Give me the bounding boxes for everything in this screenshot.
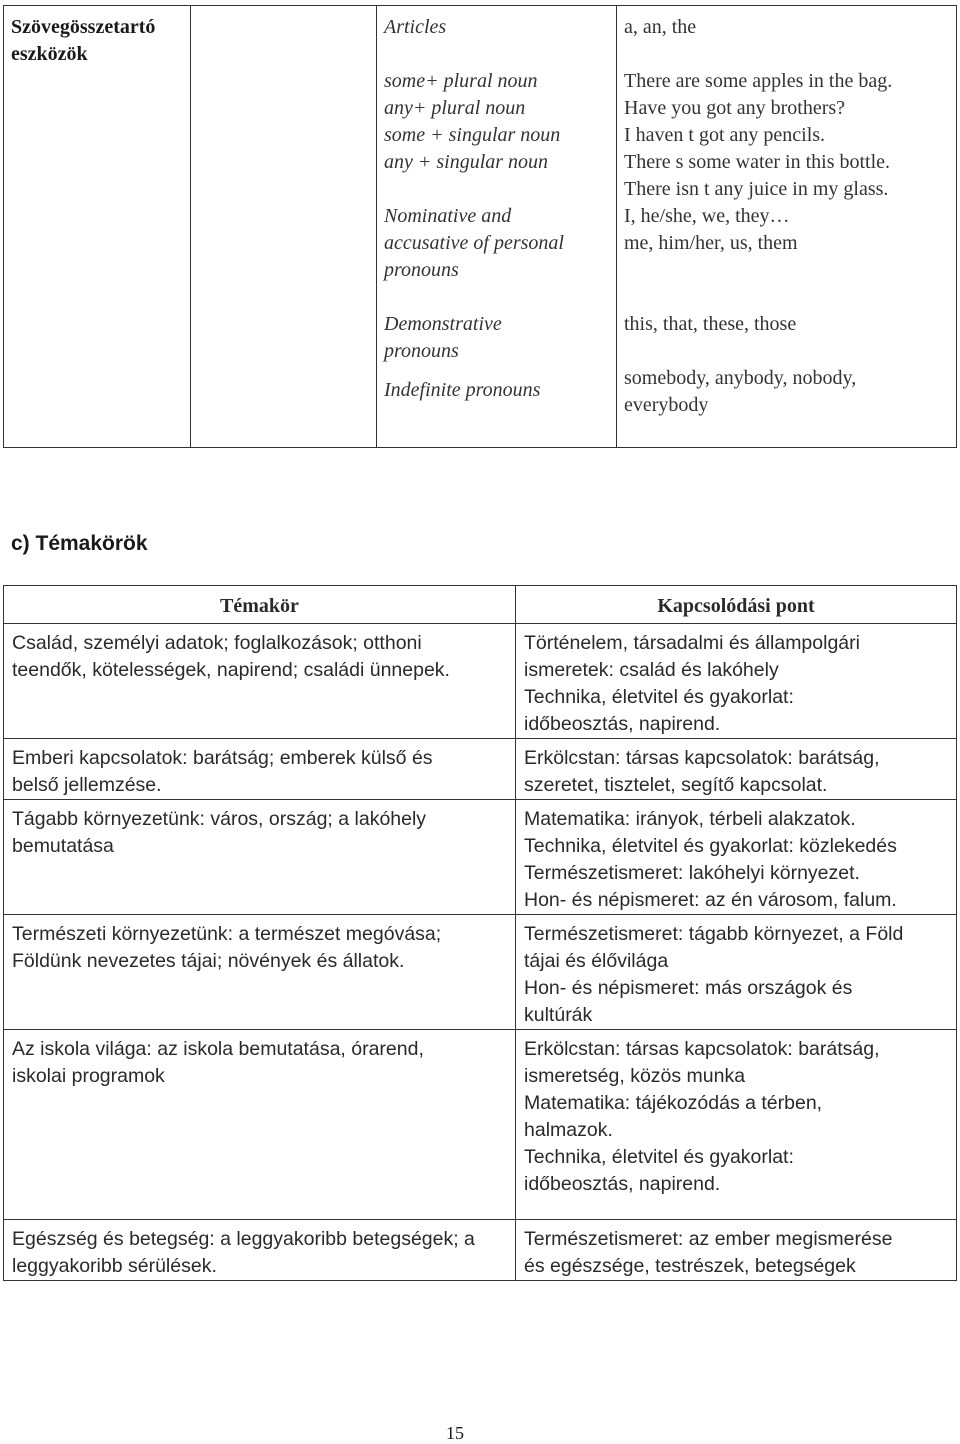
link-line: Technika, életvitel és gyakorlat: — [524, 686, 794, 708]
table-row — [4, 1220, 957, 1281]
term-demonstrative: Demonstrative — [384, 313, 502, 335]
link-line: és egészsége, testrészek, betegségek — [524, 1255, 856, 1277]
example-quantifier: There are some apples in the bag. — [624, 70, 893, 92]
link-line: Hon- és népismeret: az én városom, falum. — [524, 889, 897, 911]
empty-cell — [191, 6, 377, 448]
topic-cell — [4, 915, 516, 1030]
link-line: Matematika: irányok, térbeli alakzatok. — [524, 808, 856, 830]
link-line: ismeretek: család és lakóhely — [524, 659, 779, 681]
page-number: 15 — [446, 1423, 464, 1443]
column-header-links: Kapcsolódási pont — [516, 586, 957, 624]
link-line: kultúrák — [524, 1004, 593, 1026]
table-row — [4, 1030, 957, 1220]
topic-cell — [4, 1030, 516, 1220]
example-quantifier: There isn t any juice in my glass. — [624, 178, 889, 200]
table-row — [4, 624, 957, 739]
example-quantifier: I haven t got any pencils. — [624, 124, 826, 146]
table-row — [4, 800, 957, 915]
section-heading: c) Témakörök — [11, 532, 148, 555]
links-cell — [516, 800, 957, 915]
term-personal-pronouns: pronouns — [384, 259, 459, 281]
term-personal-pronouns: Nominative and — [384, 205, 512, 227]
topic-line: Tágabb környezetünk: város, ország; a lakóhely — [12, 808, 427, 830]
topic-line: leggyakoribb sérülések. — [12, 1255, 217, 1277]
example-indefinite: somebody, anybody, nobody, — [624, 367, 857, 389]
topic-line: Család, személyi adatok; foglalkozások; otthoni — [12, 632, 422, 654]
term-indefinite: Indefinite pronouns — [384, 379, 541, 401]
term-quantifier: some+ plural noun — [384, 70, 538, 92]
link-line: Természetismeret: az ember megismerése — [524, 1228, 893, 1250]
topic-line: Földünk nevezetes tájai; növények és állatok. — [12, 950, 405, 972]
topic-cell — [4, 1220, 516, 1281]
topic-line: iskolai programok — [12, 1065, 165, 1087]
section-label-line: Szövegösszetartó — [11, 16, 156, 38]
term-quantifier: any+ plural noun — [384, 97, 526, 119]
grammar-terms-cell — [377, 6, 617, 448]
topic-cell — [4, 739, 516, 800]
links-cell — [516, 1220, 957, 1281]
example-quantifier: Have you got any brothers? — [624, 97, 846, 119]
topic-line: Az iskola világa: az iskola bemutatása, órarend, — [12, 1038, 424, 1060]
example-personal-pronouns: me, him/her, us, them — [624, 232, 798, 254]
link-line: Erkölcstan: társas kapcsolatok: barátság, — [524, 747, 880, 769]
table-row — [4, 739, 957, 800]
link-line: Történelem, társadalmi és állampolgári — [524, 632, 860, 654]
link-line: Erkölcstan: társas kapcsolatok: barátság, — [524, 1038, 880, 1060]
grammar-examples-cell — [617, 6, 957, 448]
example-personal-pronouns: I, he/she, we, they… — [624, 205, 790, 227]
link-line: időbeosztás, napirend. — [524, 713, 721, 735]
link-line: Technika, életvitel és gyakorlat: közlekedés — [524, 835, 897, 857]
section-label-cell — [4, 6, 191, 448]
link-line: tájai és élővilága — [524, 950, 669, 972]
example-quantifier: There s some water in this bottle. — [624, 151, 891, 173]
link-line: Hon- és népismeret: más országok és — [524, 977, 853, 999]
links-cell — [516, 624, 957, 739]
term-personal-pronouns: accusative of personal — [384, 232, 564, 254]
column-header-topic: Témakör — [4, 586, 516, 624]
term-demonstrative: pronouns — [384, 340, 459, 362]
topic-cell — [4, 624, 516, 739]
topic-line: Egészség és betegség: a leggyakoribb betegségek; a — [12, 1228, 475, 1250]
link-line: Matematika: tájékozódás a térben, — [524, 1092, 823, 1114]
section-label-line: eszközök — [11, 43, 88, 65]
link-line: szeretet, tisztelet, segítő kapcsolat. — [524, 774, 828, 796]
links-cell — [516, 1030, 957, 1220]
link-line: időbeosztás, napirend. — [524, 1173, 721, 1195]
link-line: Technika, életvitel és gyakorlat: — [524, 1146, 794, 1168]
topic-line: Emberi kapcsolatok: barátság; emberek külső és — [12, 747, 433, 769]
links-cell — [516, 739, 957, 800]
table-row — [4, 915, 957, 1030]
term-quantifier: some + singular noun — [384, 124, 561, 146]
topic-line: Természeti környezetünk: a természet megóvása; — [12, 923, 442, 945]
link-line: ismeretség, közös munka — [524, 1065, 746, 1087]
topics-table — [3, 585, 957, 1281]
example-articles: a, an, the — [624, 16, 697, 38]
link-line: halmazok. — [524, 1119, 613, 1141]
topic-line: teendők, kötelességek, napirend; családi ünnepek. — [12, 659, 450, 681]
grammar-table — [3, 5, 957, 448]
topic-cell — [4, 800, 516, 915]
link-line: Természetismeret: lakóhelyi környezet. — [524, 862, 860, 884]
example-demonstrative: this, that, these, those — [624, 313, 797, 335]
example-indefinite: everybody — [624, 394, 709, 416]
link-line: Természetismeret: tágabb környezet, a Föld — [524, 923, 904, 945]
term-quantifier: any + singular noun — [384, 151, 549, 173]
term-articles: Articles — [384, 16, 447, 38]
links-cell — [516, 915, 957, 1030]
topic-line: bemutatása — [12, 835, 114, 857]
topic-line: belső jellemzése. — [12, 774, 162, 796]
